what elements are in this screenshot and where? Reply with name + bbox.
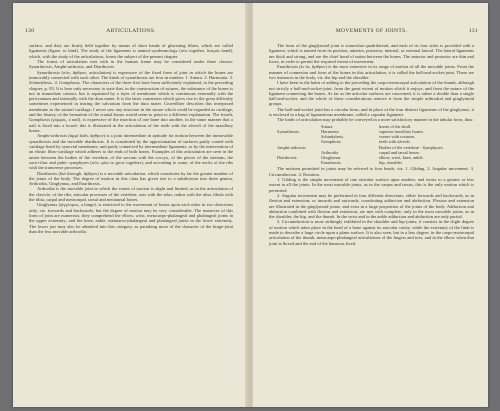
table-row: Amphi-arthrosis Bodies of the vertebræ · Symphyses. (277, 144, 444, 150)
right-page-body (269, 43, 474, 246)
paragraph: 3. Circumduction is most strikingly exhibited in the shoulder and hip-joints; it consists in the slight degree of motion which takes place in the head of a bone against its articular cavity, while the extremity of the limb is made to describe a large circle upon a plane surface. It is also seen, but in a less degree, in the carpo-metacarpal articulation of the thumb, metacarpo-phalangeal articulations of the fingers and toes, and in the elbow when that joint is flexed and the end of the humerus fixed. (269, 219, 474, 246)
running-head: MOVEMENTS OF JOINTS. (335, 28, 408, 34)
paragraph: I have been in the habit of adding to the preceding the carpo-metacarpal articulation of the thumb, although not strictly a ball-and-socket-joint, from the great extent of motion which it enjoys, and from the nature of the ligament connecting the bones. As far as the articular surfaces are concerned, it is rather a double than a single ball-and-socket, and the whole of these considerations remove it from the simple arthrodial and ginglymoid groups. (269, 80, 474, 107)
running-head: ARTICULATIONS. (106, 28, 156, 34)
table-row: Synarthrosis. Harmonia superior maxillary bones. (277, 128, 424, 134)
paragraph: Ginglymus (γίγγλυμος, a hinge), is restricted to the movement of bones upon each other in two directions only, viz. forwards and backwards; but the degree of motion may be very considerable. The instances of this form of joint are numerous; they comprehend the elbow, wrist, metacarpo-phalangeal and phalangeal joints in the upper extremity; and the knee, ankle, metatarso-phalangeal and phalangeal joints in the lower extremity. The lower jaw may also be admitted into this category, as partaking more of the character of the hinge-joint than the less movable arthrodia. (29, 202, 233, 234)
left-page (13, 3, 247, 407)
table-row: Schindylesis vomer with rostrum. (321, 134, 415, 140)
page-number: 130 (25, 28, 35, 34)
left-page-body (29, 43, 233, 234)
paragraph: The form of the ginglymoid joint is somewhat quadrilateral, and each of its four sides is provided with a ligament, which is named from its position, anterior, posterior, internal, or external lateral. The lateral ligaments are thick and strong, and are the chief bond of union between the bones. The anterior and posterior are thin and loose, in order to permit the required extent of movement. (269, 43, 474, 64)
paragraph: Diarthrosis (διά through, ἄρθρον) is a movable articulation, which constitutes by far the greater number of the joints of the body. The degree of motion in this class has given rise to a subdivision into three genera, Arthrodia, Ginglymus, and Enarthrosis. (29, 170, 233, 187)
paragraph: surface, and they are firmly held together by means of short bands of glistening fibres, which are called ligaments (ligare, to bind). The study of the ligaments is named syndesmology (σύν together, δεσμός band), which, with the study of the articulations, forms the subject of the present chapter. (29, 43, 233, 59)
table-row: Sutura bones of the skull. (321, 123, 412, 129)
paragraph: The ball-and-socket joint has a circular form; and in place of the four distinct ligaments of the ginglymus, it is enclosed in a bag of ligamentous membrane, called a capsular ligament. (269, 106, 474, 118)
paragraph: 2. Angular movement may be performed in four different directions, either forwards and backwards, as in flexion and extension; or inwards and outwards, constituting adduction and abduction. Flexion and extension are illustrated in the ginglymoid joints, and exist in a large proportion of the joints of the body. Adduction and abduction combined with flexion and extension, are met with complete, only in the most movable joints, as in the shoulder, the hip, and the thumb. In the wrist and in the ankle adduction and abduction are only partial. (269, 192, 474, 220)
table-row: Gomphosis teeth with alveoli. (321, 139, 411, 145)
paragraph: Amphi-arthrosis (ἀμφί both, ἄρθρον) is a joint intermediate in aptitude for motion between the immovable synarthrosis and the movable diarthrosis. It is constituted by the approximation of surfaces partly coated with cartilage lined by synovial membrane, and partly connected by intermediate ligaments, or by the intervention of an elastic fibro-cartilage which adheres to the ends of both bones. Examples of this articulation are seen in the union between the bodies of the vertebræ, of the sacrum with the coccyx, of the pieces of the sternum, the sacro-iliac and pubic symphyses (σύν, φύω to grow together), and according to some, of the necks of the ribs with the transverse processes. (29, 133, 233, 171)
table-row: Enarthrosis hip, shoulder. (321, 160, 403, 166)
table-row: Diarthrosis. Ginglymus elbow, wrist, knee, ankle. (277, 154, 424, 160)
paragraph: The motions permitted in joints may be referred to four heads, viz. 1. Gliding. 2. Angular movement. 3. Circumduction. 4. Rotation. (269, 166, 474, 177)
table-row: Arthrodia carpal and tarsal bones. (321, 149, 421, 155)
paragraph: The forms of articulation met with in the human frame may be considered under three classes: Synarthrosis, Amphi-arthrosis, and Diarthrosis. (29, 58, 233, 70)
paragraph: Arthrodia is the movable joint in which the extent of motion is slight and limited, as in the articulation of the clavicle, of the ribs, articular processes of the vertebræ, axis with the atlas, radius with the ulna, fibula with the tibia, carpal and metacarpal, tarsal and metatarsal bones. (29, 186, 233, 203)
articulation-table (277, 124, 474, 166)
page-number: 131 (468, 28, 478, 34)
paragraph: Enarthrosis (ἐν in, ἄρθρον) is the most extensive in its range of motion of all the movable joints. From the manner of connexion and form of the bones in this articulation, it is called the ball-and-socket-joint. There are two instances in the body, viz. the hip and the shoulder. (269, 64, 474, 80)
paragraph: Synarthrosis (σύν, ἄρθρον, articulation) is expressive of the fixed form of joint in which the bones are immovably connected with each other. The kinds of synarthrosis are four in number. 1. Sutura. 2. Harmonia. 3. Schindylesis. 4. Gomphosis. The characters of the three first have been sufficiently explained, in the preceding chapter, p. 83. It is here only necessary to state that, in the construction of sutures, the substance of the bones is not in immediate contact, but is separated by a layer of membrane which is continuous externally with the pericranium and internally with the dura mater. It is the latter connexion which gives rise to the great difficulty sometimes experienced in tearing the calvarium from the dura mater. Cruveilhier describes this interposed membrane as the sutural cartilage; I never saw any structure in the suture which could be regarded as cartilage, and the history of the formation of the cranial bones would seem to point to a different explanation. The fourth, Gomphosis (γόμφος, a nail), is expressive of the insertion of one bone into another, in the same manner that a nail is fixed into a board; this is illustrated in the articulation of the teeth with the alveoli of the maxillary bones. (29, 69, 233, 133)
book-spread (13, 3, 488, 407)
right-page (253, 3, 488, 407)
paragraph: 1. Gliding is the simple movement of one articular surface upon another, and exists to a greater or less extent in all the joints. In the most movable joints, as in the carpus and tarsus, this is the only motion which is permitted. (269, 176, 474, 193)
paragraph: The kinds of articulation may probably be conveyed in a more satisfactory manner in the tabular form, thus: (277, 117, 474, 123)
